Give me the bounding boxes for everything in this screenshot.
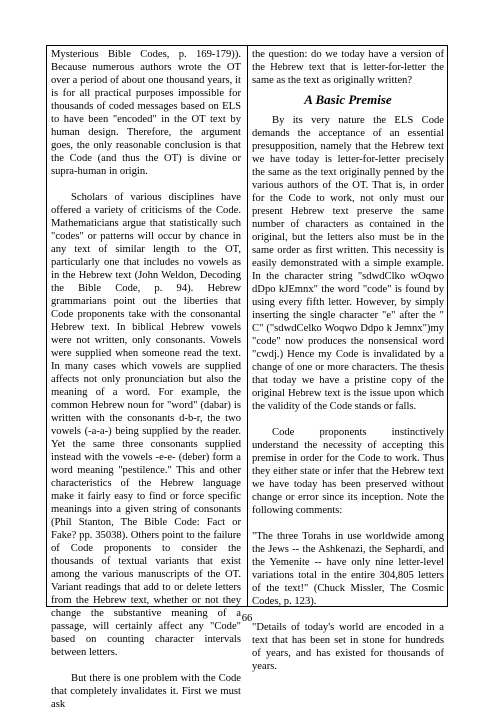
right-column (252, 48, 444, 673)
right-paragraph-3: Code proponents instinctively understand the necessity of accepting this premise in order for the Code to work. Thus they either state or infer that the Hebrew text we have today has been preserved without change or error since its inception. Note the following comments: (252, 427, 444, 516)
quote-paragraph-1: "The three Torahs in use worldwide among the Jews -- the Ashkenazi, the Sephardi, and the Yemenite -- have only nine letter-level variations total in the entire 304,805 letters of the text!" (Chuck Missler, The Cosmic Codes, p. 123). (252, 531, 444, 607)
right-paragraph-1: the question: do we today have a version of the Hebrew text that is letter-for-letter the same as the text as originally written? (252, 49, 444, 86)
left-paragraph-2: Scholars of various disciplines have offered a variety of criticisms of the Code. Mathematicians argue that statistically such "codes" or patterns will occur by chance in any text of similar length to the OT, particularly one that includes no vowels as in the Hebrew text (John Weldon, Decoding the Bible Code, p. 94). Hebrew grammarians point out the liberties that Code proponents take with the consonantal Hebrew text. In biblical Hebrew vowels were not written, only consonants. Vowels were supplied when someone read the text. In many cases which vowels are supplied affects not only pronunciation but also the meaning of a word. For example, the common Hebrew noun for "word" (dabar) is written with the consonants d-b-r, the two vowels (-a-a-) being supplied by the reader. Yet the same three consonants supplied instead with the vowels -e-e- (deber) form a word meaning "pestilence." This and other characteristics of the Hebrew language make it fairly easy to find or force specific meanings into a given string of consonants (Phil Stanton, The Bible Code: Fact or Fake? pp. 35038). Others point to the failure of Code proponents to consider the thousands of textual variants that exist among the various manuscripts of the OT. Variant readings that add to or delete letters from the Hebrew text, whether or not they change the substantive meaning of a passage, will certainly affect any "Code" based on counting character intervals between letters. (51, 192, 241, 658)
quote-paragraph-2: "Details of today's world are encoded in a text that has been set in stone for hundreds of years, and has existed for thousands of years. (252, 622, 444, 672)
page-number: 66 (241, 613, 253, 624)
left-paragraph-3: But there is one problem with the Code that completely invalidates it. First we must ask (51, 673, 241, 710)
section-heading: A Basic Premise (304, 92, 392, 107)
right-paragraph-2: By its very nature the ELS Code demands the acceptance of an essential presupposition, namely that the Hebrew text we have today is letter-for-letter precisely the same as the text originally penned by the various authors of the OT. That is, in order for the Code to work, not only must our present Hebrew text preserve the same number of characters as contained in the original, but the letters also must be in the same order as first written. This necessity is easily demonstrated with a simple example. In the character string "sdwdClko wOqwo dDpo kJEmnx" the word "code" is found by using every fifth letter. However, by simply inserting the single character "e" after the " C" ("sdwdCelko Woqwo Ddpo k Jemnx")my "code" now produces the nonsensical word "cwdj.) Hence my Code is invalidated by a change of one or more characters. The thesis that today we have a pristine copy of the original Hebrew text is the issue upon which the validity of the Code stands or falls. (252, 115, 444, 412)
column-divider (247, 45, 248, 607)
left-paragraph-1: Mysterious Bible Codes, p. 169-179)). Because numerous authors wrote the OT over a period of about one thousand years, it is for all practical purposes impossible for thousands of coded messages based on ELS to have been "encoded" in the OT text by human design. Therefore, the argument goes, the only reasonable conclusion is that the Code (and thus the OT) is divine or supra-human in origin. (51, 49, 241, 177)
